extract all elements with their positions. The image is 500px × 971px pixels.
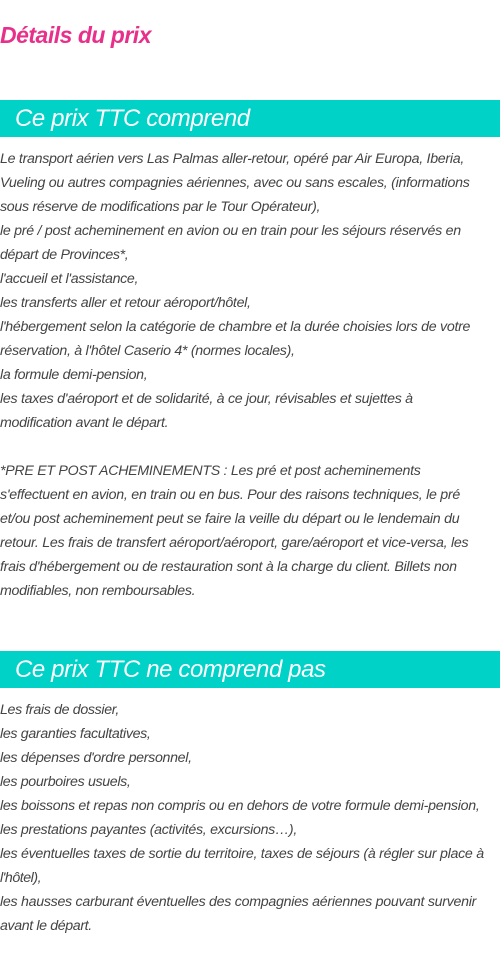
excludes-line: les prestations payantes (activités, excursions…), (0, 822, 297, 838)
excludes-heading: Ce prix TTC ne comprend pas (0, 651, 500, 688)
excludes-line: l'hôtel), (0, 870, 42, 886)
includes-line: l'accueil et l'assistance, (0, 271, 139, 287)
excludes-line: les hausses carburant éventuelles des compagnies aériennes pouvant survenir (0, 894, 477, 910)
includes-line: réservation, à l'hôtel Caserio 4* (normes locales), (0, 343, 295, 359)
note-line: et/ou post acheminement peut se faire la veille du départ ou le lendemain du (0, 511, 460, 527)
includes-line: la formule demi-pension, (0, 367, 148, 383)
excludes-line: les éventuelles taxes de sortie du territoire, taxes de séjours (à régler sur place à (0, 846, 484, 862)
note-line: retour. Les frais de transfert aéroport/aéroport, gare/aéroport et vice-versa, les (0, 535, 469, 551)
excludes-section (0, 688, 500, 938)
note-line: modifiables, non remboursables. (0, 583, 196, 599)
excludes-line: Les frais de dossier, (0, 702, 119, 718)
includes-line: modification avant le départ. (0, 415, 169, 431)
includes-section (0, 137, 500, 603)
includes-line: les taxes d'aéroport et de solidarité, à ce jour, révisables et sujettes à (0, 391, 413, 407)
includes-line: Le transport aérien vers Las Palmas aller-retour, opéré par Air Europa, Iberia, (0, 151, 465, 167)
includes-line: l'hébergement selon la catégorie de chambre et la durée choisies lors de votre (0, 319, 471, 335)
excludes-line: les dépenses d'ordre personnel, (0, 750, 192, 766)
includes-heading: Ce prix TTC comprend (0, 100, 500, 137)
paragraph-gap (0, 435, 500, 459)
excludes-line: les garanties facultatives, (0, 726, 151, 742)
page-title: Détails du prix (0, 22, 151, 48)
note-line: *PRE ET POST ACHEMINEMENTS : Les pré et post acheminements (0, 463, 421, 479)
includes-line: départ de Provinces*, (0, 247, 129, 263)
excludes-line: avant le départ. (0, 918, 92, 934)
note-line: s'effectuent en avion, en train ou en bus. Pour des raisons techniques, le pré (0, 487, 460, 503)
includes-line: Vueling ou autres compagnies aériennes, avec ou sans escales, (informations (0, 175, 470, 191)
includes-line: sous réserve de modifications par le Tour Opérateur), (0, 199, 321, 215)
includes-line: le pré / post acheminement en avion ou en train pour les séjours réservés en (0, 223, 461, 239)
includes-line: les transferts aller et retour aéroport/hôtel, (0, 295, 251, 311)
excludes-line: les pourboires usuels, (0, 774, 131, 790)
note-line: frais d'hébergement ou de restauration sont à la charge du client. Billets non (0, 559, 457, 575)
excludes-line: les boissons et repas non compris ou en dehors de votre formule demi-pension, (0, 798, 480, 814)
